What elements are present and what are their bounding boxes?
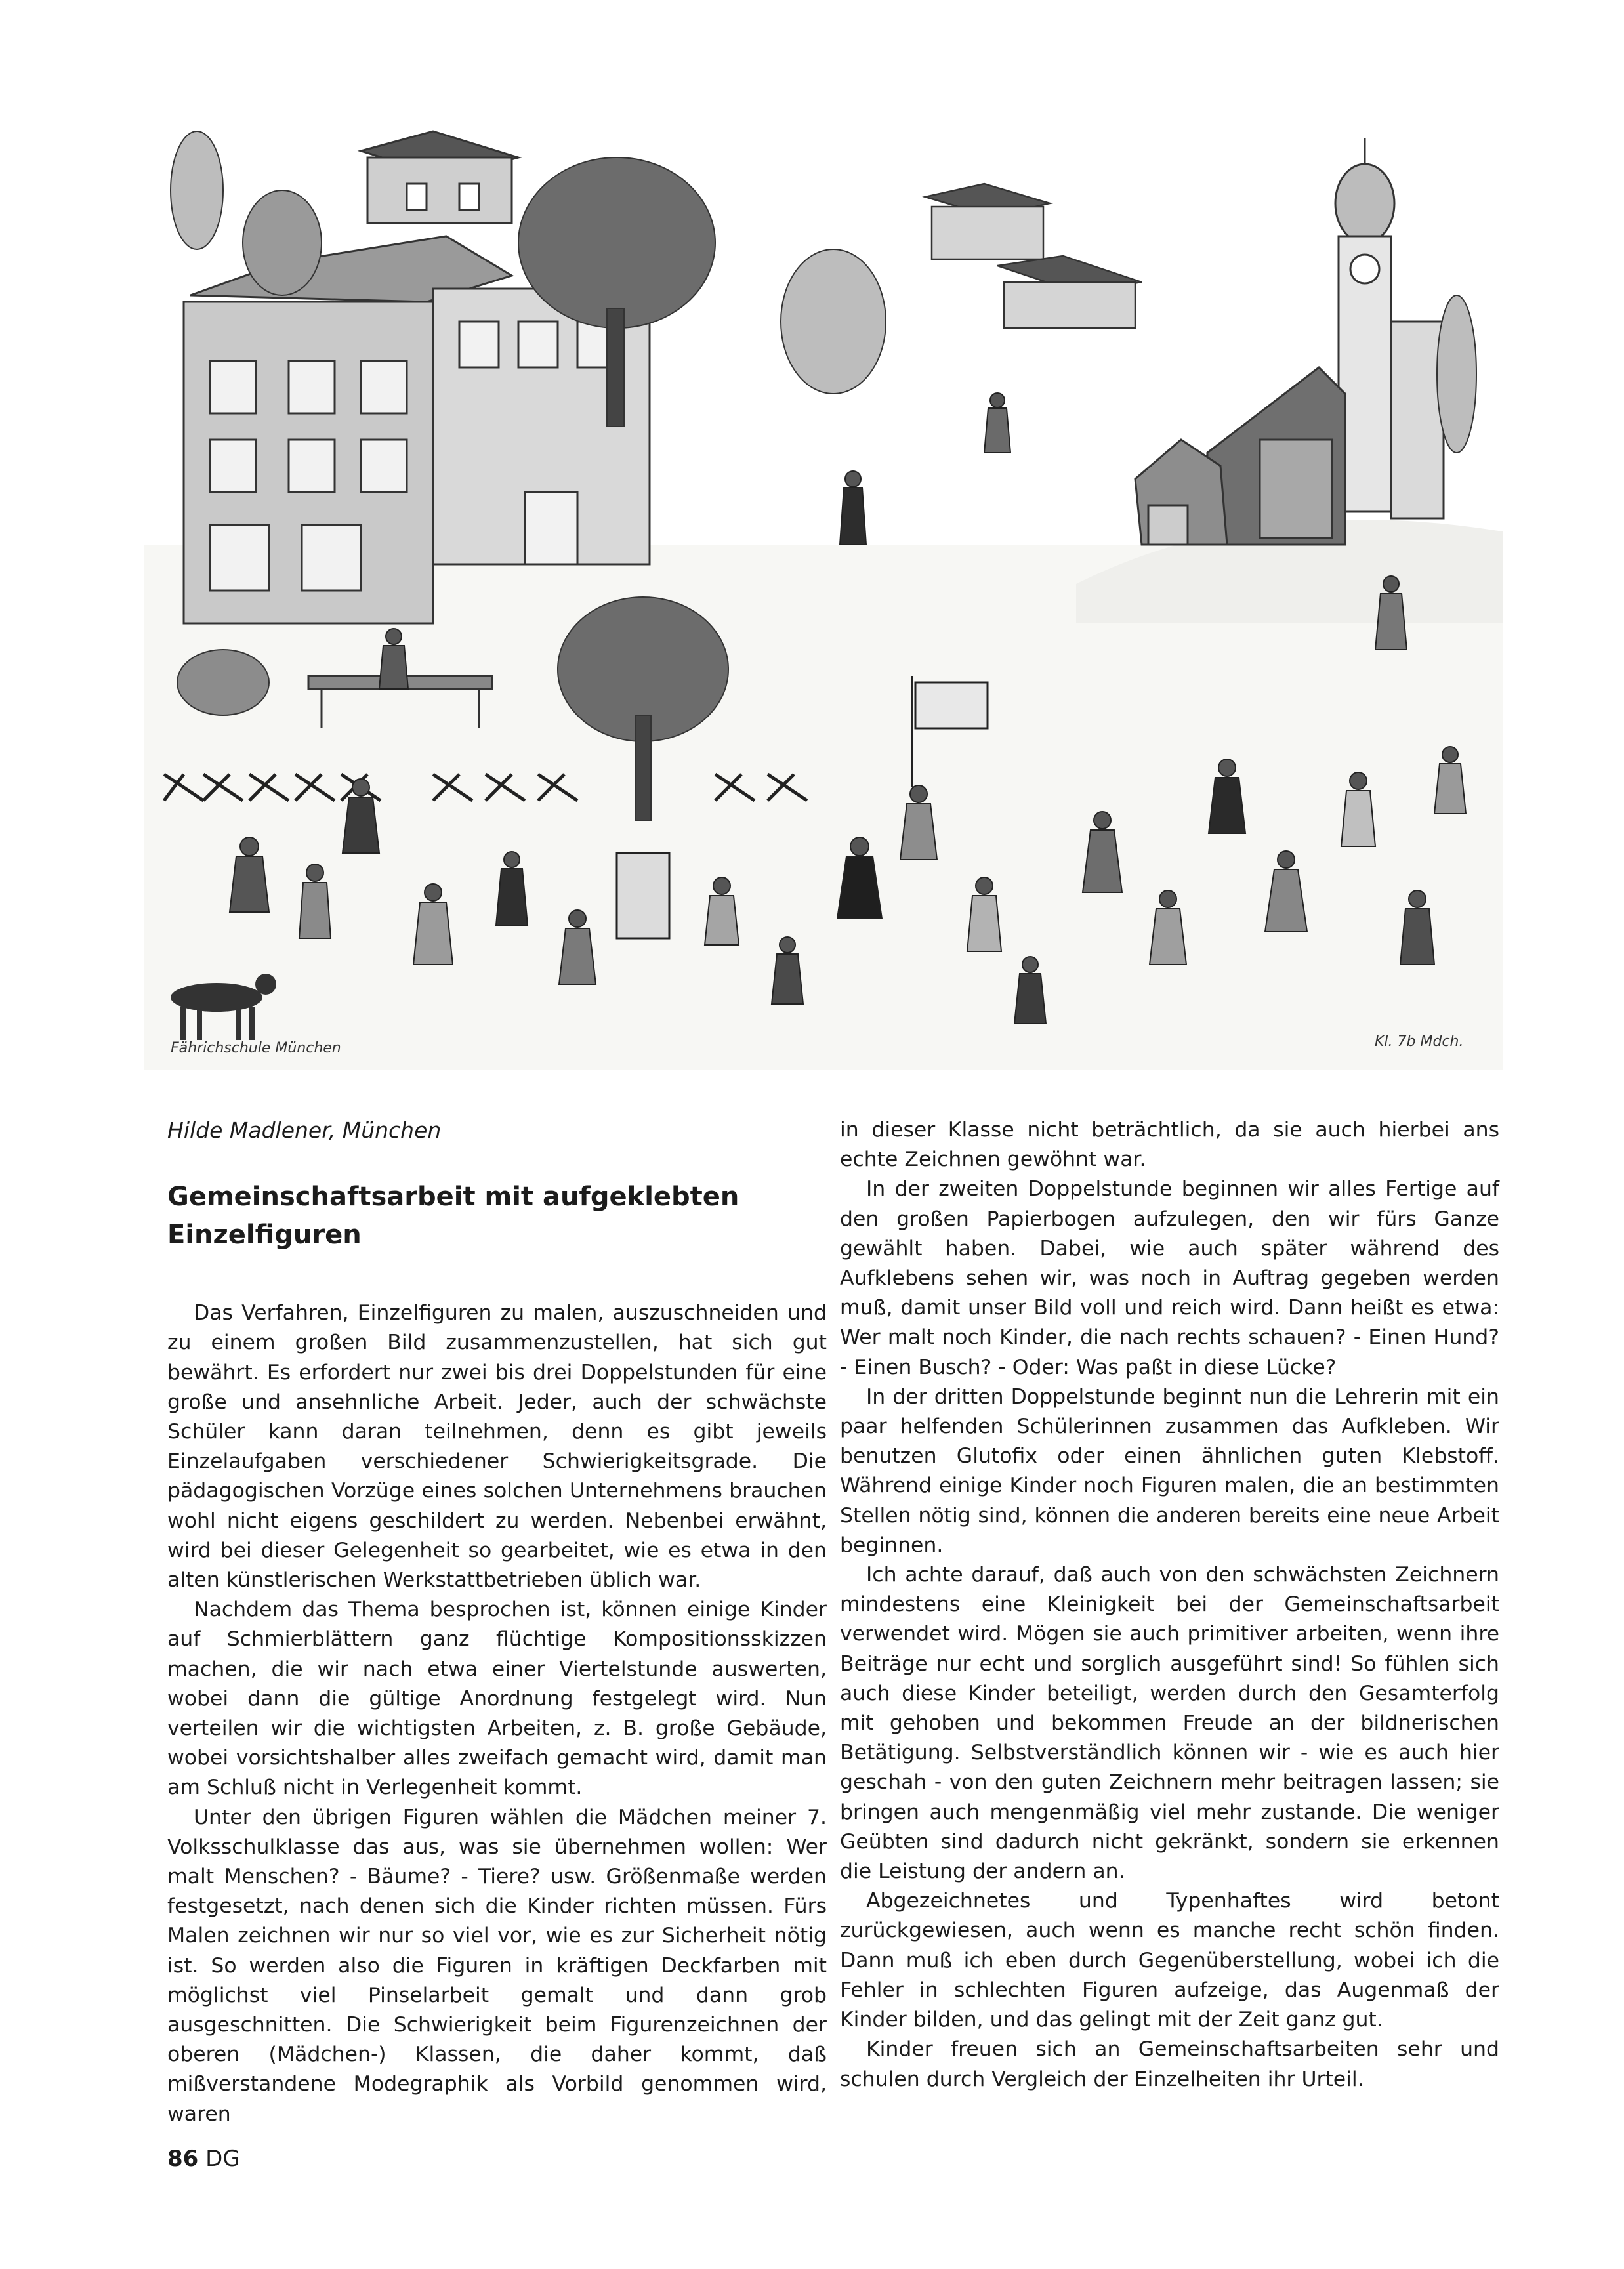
paragraph: Abgezeichnetes und Typenhaftes wird betont zurückgewiesen, auch wenn es manche recht schön finden. Dann muß ich eben durch Gegenüberstellung, wobei ich die Fehler in schlechten Figuren aufzeige, das Augenmaß der Kinder bilden, und das gelingt mit der Zeit ganz gut.	[840, 1889, 1499, 2032]
paragraph: in dieser Klasse nicht beträchtlich, da sie auch hierbei ans echte Zeichnen gewöhnt war.	[840, 1118, 1499, 1172]
page-folio	[167, 2146, 240, 2172]
village-procession-drawing	[144, 125, 1503, 1070]
collage-illustration	[144, 125, 1503, 1070]
article-author: Hilde Madlener, München	[167, 1117, 442, 1143]
paragraph: Unter den übrigen Figuren wählen die Mädchen meiner 7. Volksschulklasse das aus, was sie übernehmen wollen: Wer malt Menschen? - Bäume? - Tiere? usw. Größenmaße werden festgesetzt, nach denen sich die Kinder richten müssen. Fürs Malen zeichnen wir nur so viel vor, wie es zur Sicherheit nötig ist. So werden also die Figuren in kräftigen Deckfarben mit möglichst viel Pinselarbeit gemalt und dann grob ausgeschnitten. Die Schwierigkeit beim Figurenzeichnen der oberen (Mädchen-) Klassen, die daher kommt, daß mißverstandene Modegraphik als Vorbild genommen wird, waren	[167, 1805, 827, 2126]
page-number: 86	[167, 2146, 199, 2172]
artwork-signature-right: Kl. 7b Mdch.	[1375, 1033, 1464, 1050]
article-right-column	[840, 1115, 1499, 2094]
paragraph: Kinder freuen sich an Gemeinschaftsarbeiten sehr und schulen durch Vergleich der Einzelheiten ihr Urteil.	[840, 2037, 1499, 2091]
artwork-signature-left: Fährichschule München	[171, 1040, 341, 1056]
paragraph: In der dritten Doppelstunde beginnt nun die Lehrerin mit ein paar helfenden Schülerinnen zusammen das Aufkleben. Wir benutzen Glutofix oder einen ähnlichen guten Klebstoff. Während einige Kinder noch Figuren malen, die an bestimmten Stellen nötig sind, können die anderen bereits eine neue Arbeit beginnen.	[840, 1384, 1499, 1557]
journal-abbreviation: DG	[205, 2146, 240, 2172]
paragraph: Nachdem das Thema besprochen ist, können einige Kinder auf Schmierblättern ganz flüchtige Kompositionsskizzen machen, die wir nach etwa einer Viertelstunde auswerten, wobei dann die gültige Anordnung festgelegt wird. Nun verteilen wir die wichtigsten Arbeiten, z. B. große Gebäude, wobei vorsichtshalber alles zweifach gemacht wird, damit man am Schluß nicht in Verlegenheit kommt.	[167, 1598, 827, 1800]
paragraph: In der zweiten Doppelstunde beginnen wir alles Fertige auf den großen Papierbogen aufzulegen, den wir fürs Ganze gewählt haben. Dabei, wie auch später während des Aufklebens sehen wir, was noch in Auftrag gegeben werden muß, damit unser Bild voll und reich wird. Dann heißt es etwa: Wer malt noch Kinder, die nach rechts schauen? - Einen Hund? - Einen Busch? - Oder: Was paßt in diese Lücke?	[840, 1177, 1499, 1379]
paragraph: Das Verfahren, Einzelfiguren zu malen, auszuschneiden und zu einem großen Bild zusammenzustellen, hat sich gut bewährt. Es erfordert nur zwei bis drei Doppelstunden für eine große und ansehnliche Arbeit. Jeder, auch der schwächste Schüler kann daran teilnehmen, denn es gibt jeweils Einzelaufgaben verschiedener Schwierigkeitsgrade. Die pädagogischen Vorzüge eines solchen Unternehmens brauchen wohl nicht eigens geschildert zu werden. Nebenbei erwähnt, wird bei dieser Gelegenheit so gearbeitet, wie es etwa in den alten künstlerischen Werkstattbetrieben üblich war.	[167, 1301, 827, 1592]
article-title: Gemeinschaftsarbeit mit aufgeklebten Einzelfiguren	[167, 1182, 739, 1251]
paragraph: Ich achte darauf, daß auch von den schwächsten Zeichnern mindestens eine Kleinigkeit bei der Gemeinschaftsarbeit verwendet wird. Mögen sie auch primitiver arbeiten, wenn ihre Beiträge nur echt und sorglich ausgeführt sind! So fühlen sich auch diese Kinder beteiligt, werden durch den Gesamterfolg mit gehoben und bekommen Freude an der bildnerischen Betätigung. Selbstverständlich können wir - wie es auch hier geschah - von den guten Zeichnern mehr beitragen lassen; sie bringen auch mengenmäßig viel mehr zustande. Die weniger Geübten sind dadurch nicht gekränkt, sondern sie erkennen die Leistung der andern an.	[840, 1563, 1499, 1884]
article-left-column	[167, 1115, 827, 2129]
